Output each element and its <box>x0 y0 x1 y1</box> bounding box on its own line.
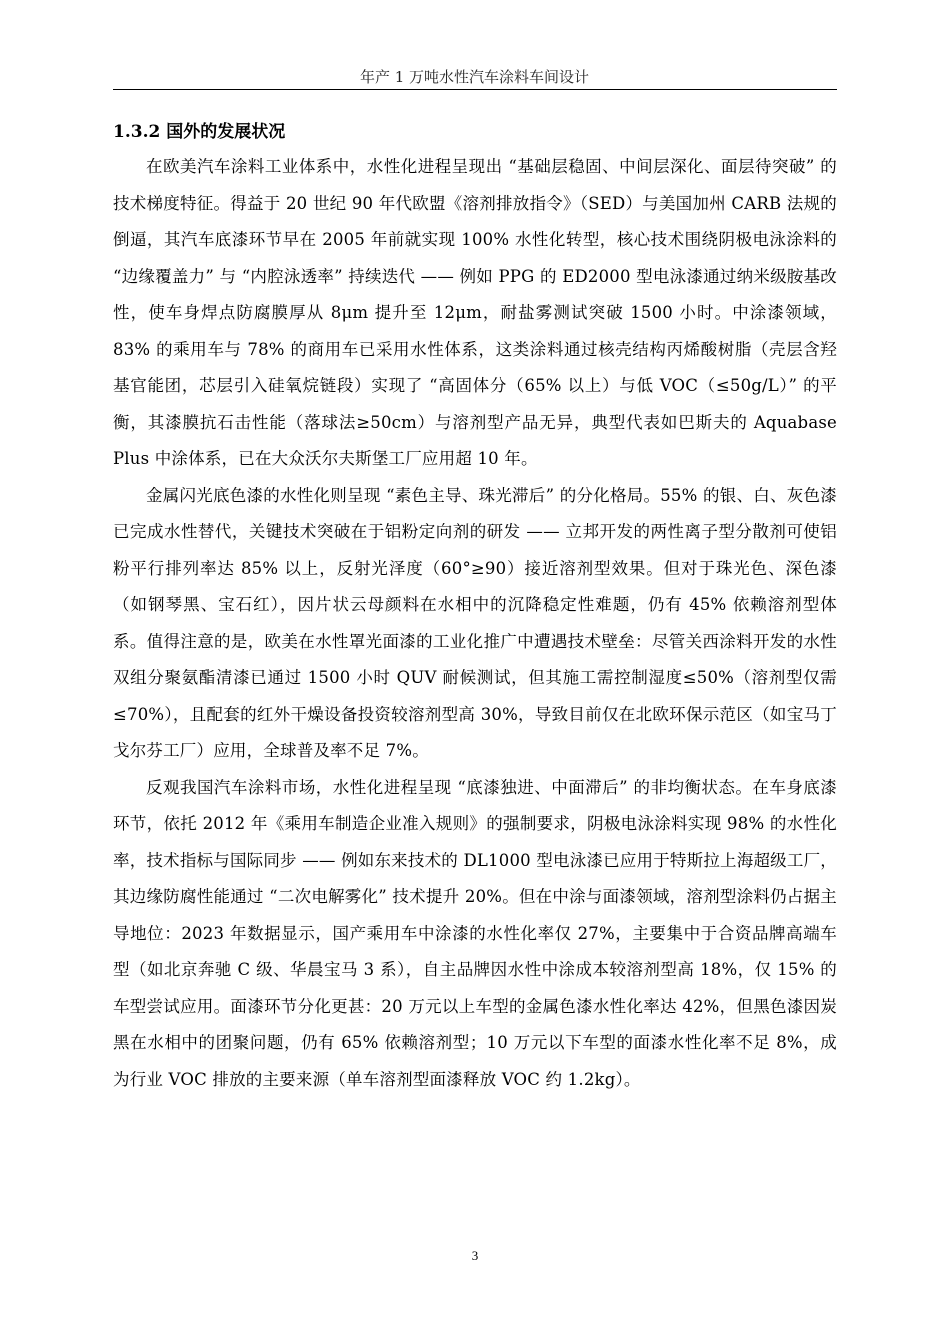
paragraph-domestic-market: 反观我国汽车涂料市场，水性化进程呈现 “底漆独进、中面滞后” 的非均衡状态。在车身底漆环节，依托 2012 年《乘用车制造企业准入规则》的强制要求，阴极电泳涂料实现 98% 的水性化率，技术指标与国际同步 —— 例如东来技术的 DL1000 型电泳漆已应用于特斯拉上海超级工厂，其边缘防腐性能通过 “二次电解雾化” 技术提升 20%。但在中涂与面漆领域，溶剂型涂料仍占据主导地位：2023 年数据显示，国产乘用车中涂漆的水性化率仅 27%，主要集中于合资品牌高端车型（如北京奔驰 C 级、华晨宝马 3 系），自主品牌因水性中涂成本较溶剂型高 18%，仅 15% 的车型尝试应用。面漆环节分化更甚：20 万元以上车型的金属色漆水性化率达 42%，但黑色漆因炭黑在水相中的团聚问题，仍有 65% 依赖溶剂型；10 万元以下车型的面漆水性化率不足 8%，成为行业 VOC 排放的主要来源（单车溶剂型面漆释放 VOC 约 1.2kg）。 <box>113 777 837 1089</box>
header-divider <box>113 89 837 90</box>
page-number: 3 <box>471 1248 479 1263</box>
paragraph-metallic-basecoat: 金属闪光底色漆的水性化则呈现 “素色主导、珠光滞后” 的分化格局。55% 的银、白、灰色漆已完成水性替代，关键技术突破在于铝粉定向剂的研发 —— 立邦开发的两性离子型分散剂可使铝粉平行排列率达 85% 以上，反射光泽度（60°≥90）接近溶剂型效果。但对于珠光色、深色漆（如钢琴黑、宝石红），因片状云母颜料在水相中的沉降稳定性难题，仍有 45% 依赖溶剂型体系。值得注意的是，欧美在水性罩光面漆的工业化推广中遭遇技术壁垒：尽管关西涂料开发的水性双组分聚氨酯清漆已通过 1500 小时 QUV 耐候测试，但其施工需控制湿度≤50%（溶剂型仅需≤70%），且配套的红外干燥设备投资较溶剂型高 30%，导致目前仅在北欧环保示范区（如宝马丁戈尔芬工厂）应用，全球普及率不足 7%。 <box>113 485 837 760</box>
paragraph-foreign-overview: 在欧美汽车涂料工业体系中，水性化进程呈现出 “基础层稳固、中间层深化、面层待突破” 的技术梯度特征。得益于 20 世纪 90 年代欧盟《溶剂排放指令》（SED）与美国加州 CARB 法规的倒逼，其汽车底漆环节早在 2005 年前就实现 100% 水性化转型，核心技术围绕阴极电泳涂料的 “边缘覆盖力” 与 “内腔泳透率” 持续迭代 —— 例如 PPG 的 ED2000 型电泳漆通过纳米级胺基改性，使车身焊点防腐膜厚从 8μm 提升至 12μm，耐盐雾测试突破 1500 小时。中涂漆领域，83% 的乘用车与 78% 的商用车已采用水性体系，这类涂料通过核壳结构丙烯酸树脂（壳层含羟基官能团，芯层引入硅氧烷链段）实现了 “高固体分（65% 以上）与低 VOC（≤50g/L）” 的平衡，其漆膜抗石击性能（落球法≥50cm）与溶剂型产品无异，典型代表如巴斯夫的 Aquabase Plus 中涂体系，已在大众沃尔夫斯堡工厂应用超 10 年。 <box>113 157 837 468</box>
page-body <box>113 118 837 1098</box>
page-header-title: 年产 1 万吨水性汽车涂料车间设计 <box>359 68 590 86</box>
section-heading: 1.3.2 国外的发展状况 <box>113 122 286 142</box>
